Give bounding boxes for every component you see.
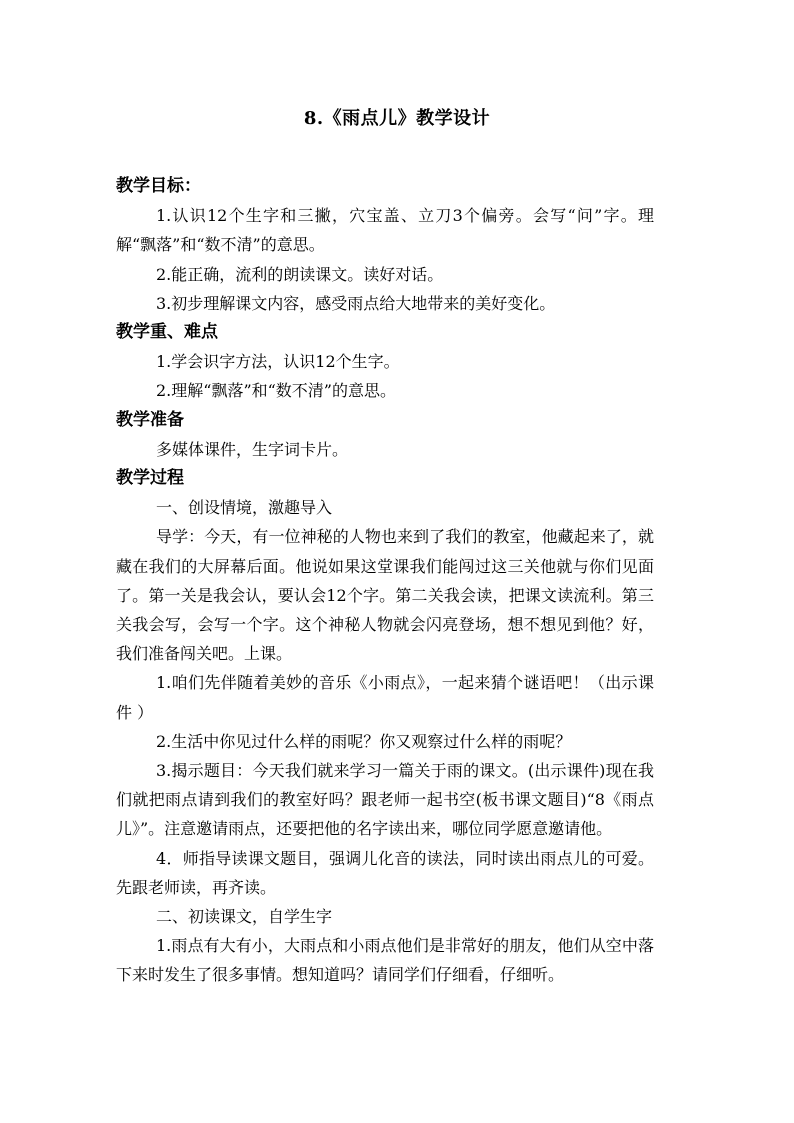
section-heading-process: 教学过程	[116, 468, 184, 489]
document-body	[116, 172, 654, 990]
paragraph: 3.揭示题目：今天我们就来学习一篇关于雨的课文。(出示课件)现在我们就把雨点请到我们的教室好吗？跟老师一起书空(板书课文题目)“8《雨点儿》”。注意邀请雨点，还要把他的名字读出来，哪位同学愿意邀请他。	[116, 761, 654, 839]
document-title: 8.《雨点儿》教学设计	[303, 108, 491, 129]
section-heading-preparation: 教学准备	[116, 409, 184, 430]
paragraph: 1.认识12个生字和三撇，穴宝盖、立刀3个偏旁。会写“问”字。理解“飘落”和“数不清”的意思。	[116, 206, 654, 255]
paragraph: 导学：今天，有一位神秘的人物也来到了我们的教室，他藏起来了，就藏在我们的大屏幕后面。他说如果这堂课我们能闯过这三关他就与你们见面了。第一关是我会认，要认会12个字。第二关我会读，把课文读流利。第三关我会写，会写一个字。这个神秘人物就会闪亮登场，想不想见到他？好，我们准备闯关吧。上课。	[116, 527, 654, 664]
paragraph: 2.能正确，流利的朗读课文。读好对话。	[156, 264, 444, 284]
paragraph: 二、初读课文，自学生字	[156, 907, 333, 927]
paragraph: 2.理解“飘落”和“数不清”的意思。	[156, 381, 396, 401]
section-heading-key-points: 教学重、难点	[116, 322, 218, 343]
paragraph: 1.学会识字方法，认识12个生字。	[156, 352, 400, 372]
paragraph: 3.初步理解课文内容，感受雨点给大地带来的美好变化。	[156, 293, 556, 313]
paragraph: 4．师指导读课文题目，强调儿化音的读法，同时读出雨点儿的可爱。先跟老师读，再齐读。	[116, 848, 654, 897]
paragraph: 2.生活中你见过什么样的雨呢？你又观察过什么样的雨呢？	[156, 731, 572, 751]
paragraph: 1.雨点有大有小，大雨点和小雨点他们是非常好的朋友，他们从空中落下来时发生了很多事情。想知道吗？请同学们仔细看，仔细听。	[116, 936, 654, 985]
paragraph: 一、创设情境，激趣导入	[156, 498, 333, 518]
paragraph: 1.咱们先伴随着美妙的音乐《小雨点》，一起来猜个谜语吧！（出示课件 ）	[116, 673, 654, 722]
section-heading-objectives: 教学目标：	[116, 176, 201, 196]
paragraph: 多媒体课件，生字词卡片。	[156, 439, 349, 459]
